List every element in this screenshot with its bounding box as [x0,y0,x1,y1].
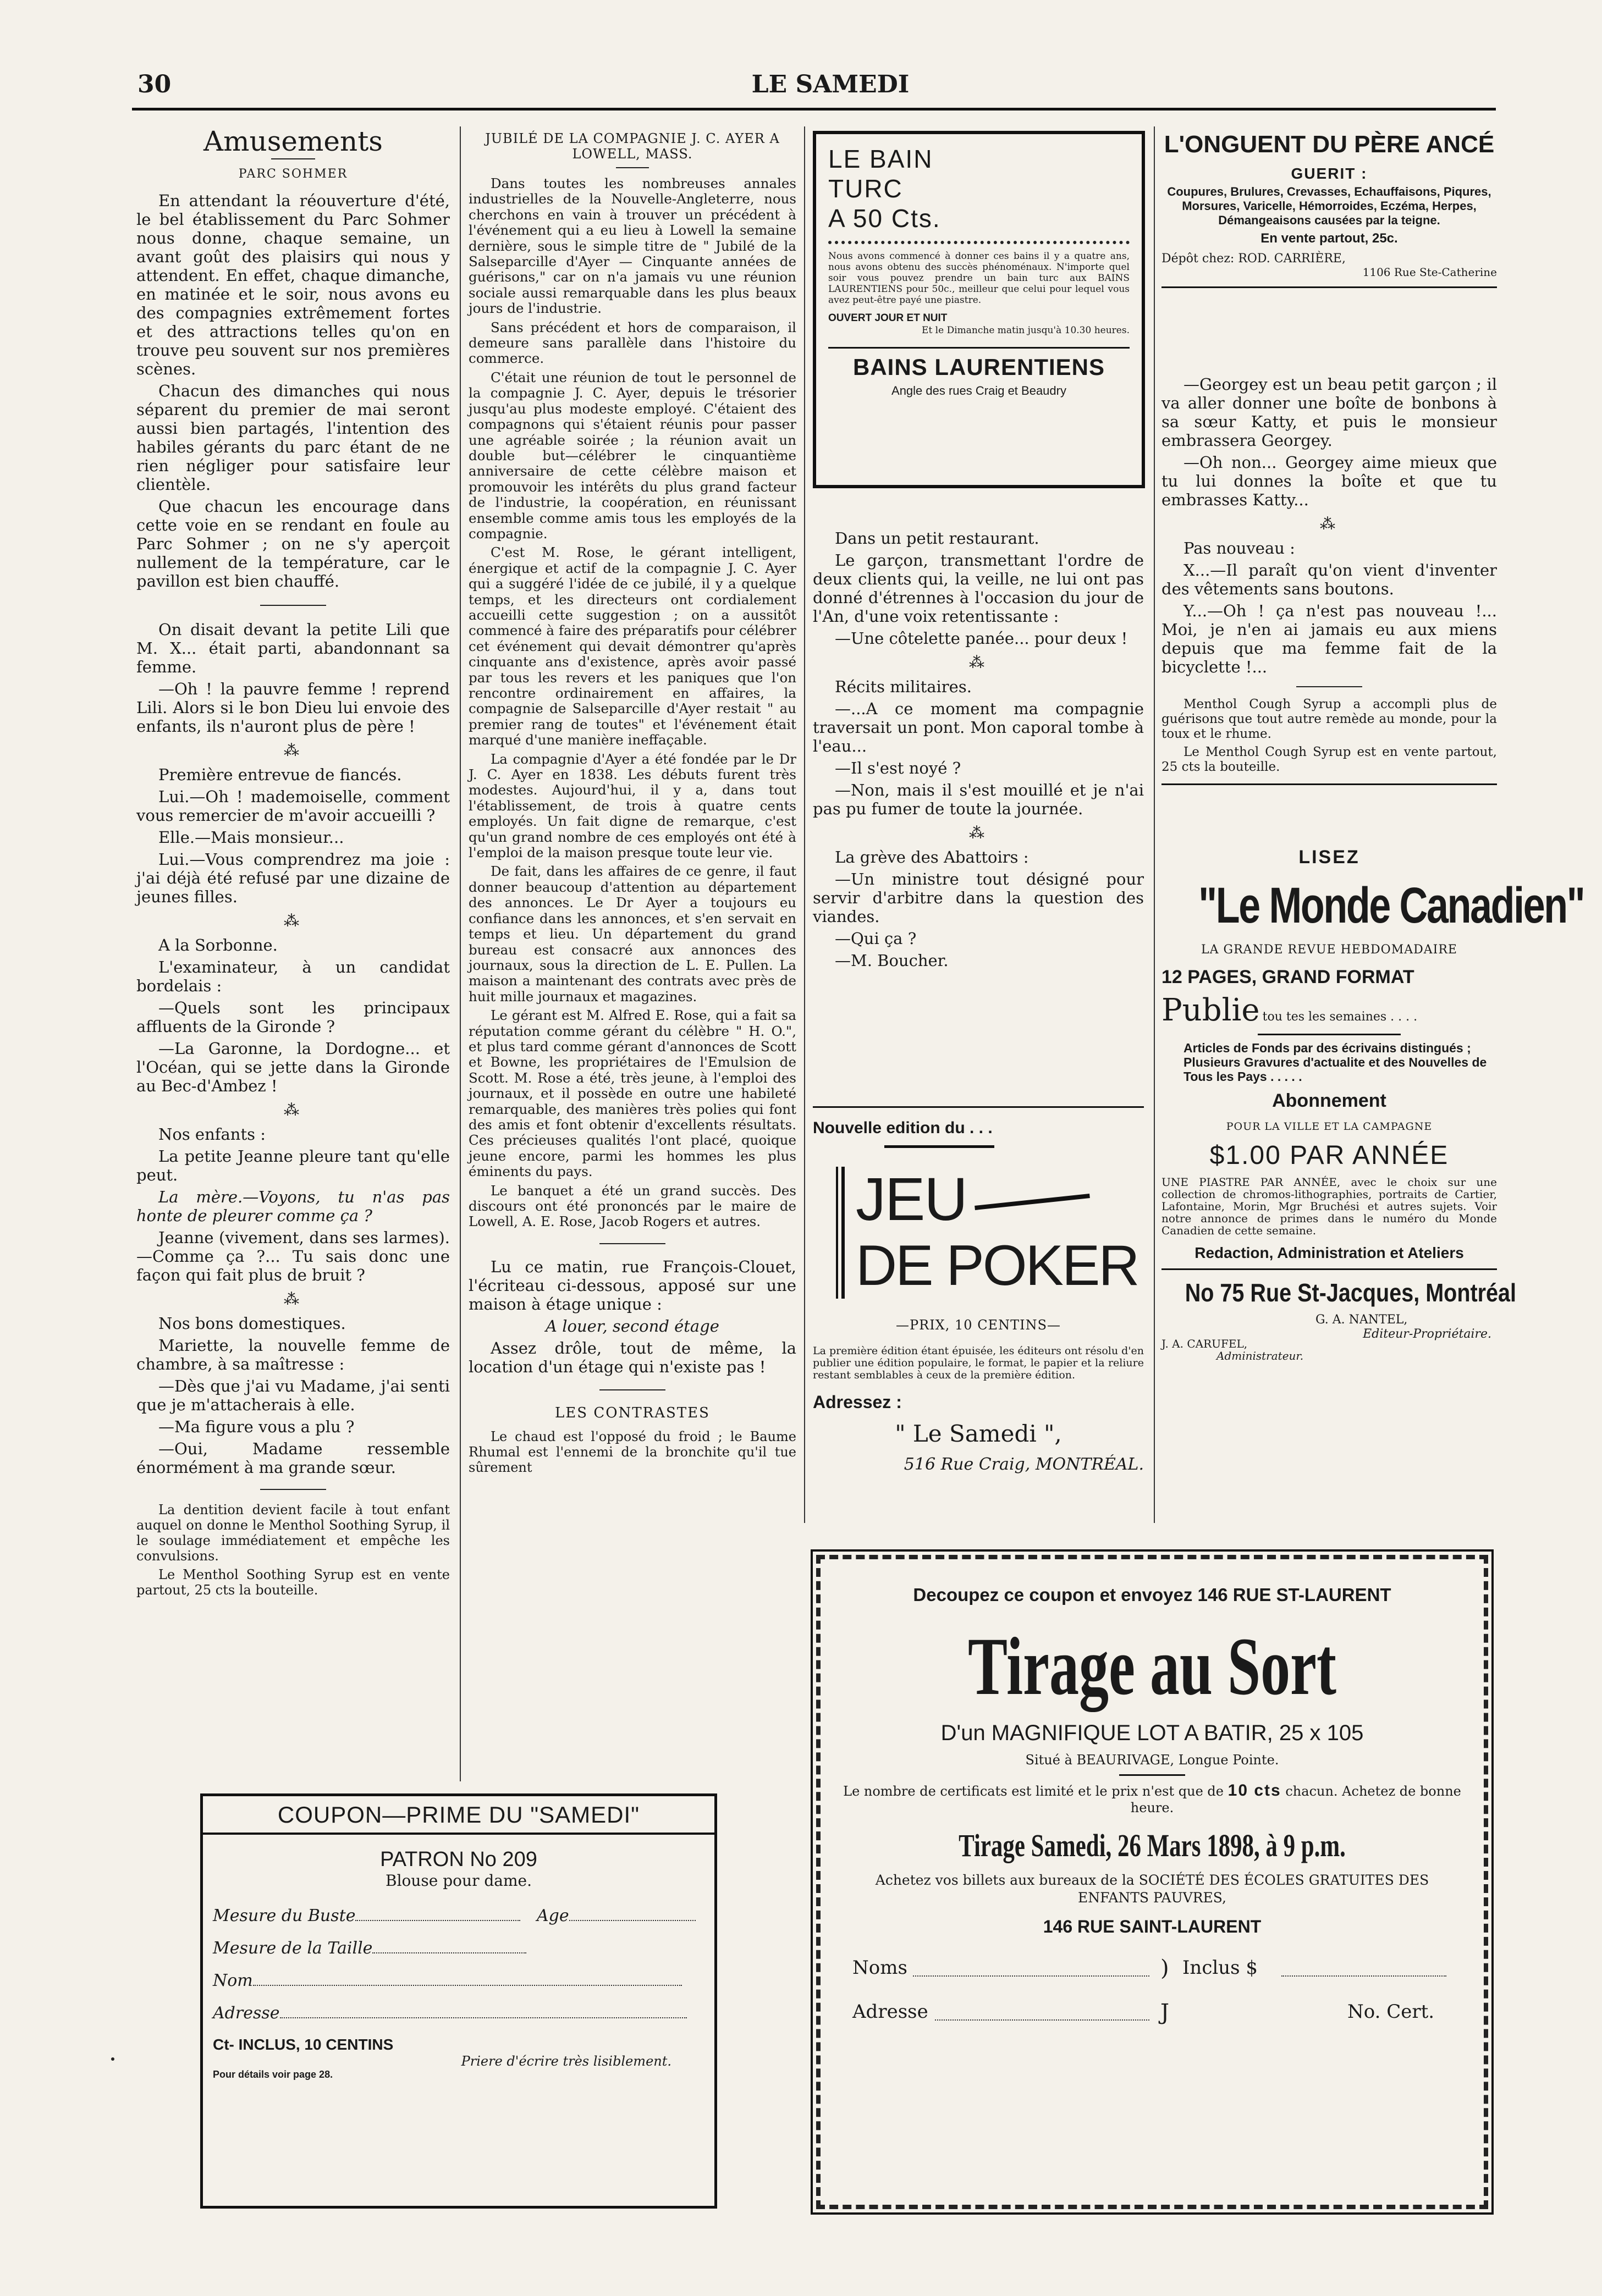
ad-depot-address: 1106 Rue Ste-Catherine [1362,266,1497,279]
coupon-rue: 146 RUE SAINT-LAURENT [1043,1917,1262,1936]
ad-nantel: G. A. NANTEL, [1315,1313,1408,1327]
paragraph: Nos bons domestiques. [158,1314,346,1333]
ad-title-line: LE BAIN [828,145,933,173]
buste-field[interactable] [355,1920,520,1921]
paragraph: Mariette, la nouvelle femme de chambre, à sa maîtresse : [136,1336,450,1373]
paragraph: Première entrevue de fiancés. [158,765,402,784]
paragraph: Le garçon, transmettant l'ordre de deux clients qui, la veille, ne lui ont pas donné d'étrennes à l'occasion du jour de l'An, d'une voix retentissante : [813,551,1144,626]
adresse-field[interactable] [280,2017,687,2018]
ad-intro: Nouvelle edition du . . . [813,1119,993,1137]
ad-subtitle: LA GRANDE REVUE HEBDOMADAIRE [1201,943,1457,957]
advertisement-text: Le Menthol Cough Syrup est en vente partout, 25 cts la bouteille. [1161,745,1497,774]
field-label: Inclus $ [1182,1957,1258,1979]
paragraph: —Non, mais il s'est mouillé et je n'ai pas pu fumer de toute la journée. [813,781,1144,818]
paragraph: —Quels sont les principaux affluents de la Gironde ? [136,998,450,1036]
paragraph: On disait devant la petite Lili que M. X... était parti, abandonnant sa femme. [136,620,450,676]
column-georgey [1161,375,1497,785]
ad-abonnement: Abonnement [1272,1090,1386,1111]
paragraph: La mère.—Voyons, tu n'as pas honte de pleurer comme ça ? [136,1188,450,1225]
coupon-lot: D'un MAGNIFIQUE LOT A BATIR, 25 x 105 [940,1721,1364,1745]
paragraph: —Qui ça ? [835,929,917,948]
paragraph: —La Garonne, la Dordogne... et l'Océan, qui se jette dans la Gironde au Bec-d'Ambez ! [136,1039,450,1095]
column-amusements [136,125,450,1601]
paragraph: Nos enfants : [158,1125,266,1144]
taille-field[interactable] [372,1952,526,1953]
ad-title-line: DE POKER [856,1234,1138,1298]
asterism: ⁂ [969,653,988,671]
paragraph: Le chaud est l'opposé du froid ; le Baume Rhumal est l'ennemi de la bronchite qu'il tue sûrement [469,1428,796,1475]
nom-field[interactable] [253,1985,682,1986]
section-heading: Amusements [203,125,383,157]
ad-lisez: LISEZ [1298,847,1360,868]
monde-canadien-ad [1161,847,1584,1362]
paragraph: Récits militaires. [835,677,972,696]
paragraph: Le gérant est M. Alfred E. Rose, qui a fait sa réputation comme gérant du célèbre " H. O.", et plus tard comme gérant d'annonces de Scott et Bowne, les propriétaires de l'Emulsion de Scott. M. Rose a été, très jeune, à l'emploi des journaux, et il possède en outre une habileté remarquable, des manières très polies qui font des amis et font obtenir d'excellents résultats. Ces précieuses qualités l'ont placé, quoique jeune encore, parmi les hommes les plus éminents du pays. [469,1007,796,1180]
paragraph: —Oh non... Georgey aime mieux que tu lui donnes la boîte et que tu embrasses Katty... [1161,453,1497,509]
paragraph: X...—Il paraît qu'on vient d'inventer des vêtements sans boutons. [1161,561,1497,598]
tirage-coupon: Decoupez ce coupon et envoyez 146 RUE ST-LAURENT Tirage au Sort D'un MAGNIFIQUE LOT A BATIR, 25 x 105 Situé à BEAURIVAGE, Longue Pointe. Le nombre de certificats est limité et le prix n'est que de 10 cts chacun. Achetez de bonne heure. Tirage Samedi, 26 Mars 1898, à 9 p.m. Achetez vos billets aux bureaux de la SOCIÉTÉ DES ÉCOLES GRATUITES DES ENFANTS PAUVRES, 146 RUE SAINT-LAURENT Noms ) Inclus $ Adresse J No. Cert. [811,1549,1494,2215]
asterism: ⁂ [284,1101,302,1119]
page-title: LE SAMEDI [751,70,910,98]
coupon-date: Tirage Samedi, 26 Mars 1898, à 9 p.m. [959,1828,1346,1863]
page-number: 30 [137,70,172,98]
ad-price: —PRIX, 10 CENTINS— [895,1317,1061,1333]
field-label: No. Cert. [1347,2001,1435,2023]
bain-turc-ad [813,131,1145,488]
field-label: Mesure du Buste [213,1906,356,1925]
coupon-inclus: Ct- INCLUS, 10 CENTINS [213,2036,394,2053]
asterism: ⁂ [284,741,302,759]
noms-field[interactable] [913,1975,1149,1977]
paragraph: La grève des Abattoirs : [835,848,1029,866]
ad-price: En vente partout, 25c. [1260,231,1398,246]
field-label: Adresse [213,2004,280,2023]
paragraph: Lui.—Vous comprendrez ma joie : j'ai déjà été refusé par une dizaine de jeunes filles. [136,850,450,906]
paragraph: Pas nouveau : [1183,539,1295,558]
paragraph: La compagnie d'Ayer a été fondée par le Dr J. C. Ayer en 1838. Les débuts furent très modestes. Aujourd'hui, il y a, dans tout l'établissement, de trois à quatre cents employés. Un fait digne de remarque, c'est qu'un grand nombre de ces employés ont été à l'emploi de la maison presque toute leur vie. [469,750,796,861]
paragraph: —M. Boucher. [835,951,949,970]
ad-list: Coupures, Brulures, Crevasses, Echauffaisons, Piqures, Morsures, Varicelle, Hémorroides, Eczéma, Herpes, Démangeaisons causées par la teigne. [1167,185,1491,227]
ad-prix: $1.00 PAR ANNÉE [1209,1141,1449,1170]
ad-name: BAINS LAURENTIENS [852,354,1105,380]
ad-publie-small: tou tes les semaines . . . . [1262,1010,1418,1024]
ink-dot [111,2057,114,2061]
paragraph: Elle.—Mais monsieur... [158,828,344,847]
ad-title-line: JEU [856,1166,967,1233]
ad-carufel: J. A. CARUFEL, [1161,1337,1248,1350]
coupon-subtitle: Blouse pour dame. [386,1872,532,1890]
paragraph: Jeanne (vivement, dans ses larmes). —Comme ça ?... Tu sais donc une façon qui fait plus de bruit ? [136,1228,450,1284]
advertisement-text: Menthol Cough Syrup a accompli plus de guérisons que tout autre remède au monde, pour la toux et le rhume. [1161,697,1497,741]
paragraph: Que chacun les encourage dans cette voie en se rendant en foule au Parc Sohmer ; on ne s'y aperçoit nullement de la température, car le pavillon est bien chauffé. [136,497,450,590]
asterism: ⁂ [284,912,302,930]
paragraph: —Georgey est un beau petit garçon ; il va aller donner une boîte de bonbons à sa sœur Katty, et puis le monsieur embrassera Georgey. [1161,375,1497,450]
paragraph: Y...—Oh ! ça n'est pas nouveau !... Moi, je n'en ai jamais eu aux miens depuis que ma femme fait de la bicyclette !... [1161,601,1497,676]
paragraph: —...A ce moment ma compagnie traversait un pont. Mon caporal tombe à l'eau... [813,699,1144,755]
coupon-instruction: Decoupez ce coupon et envoyez 146 RUE ST-LAURENT [913,1585,1391,1605]
field-label: Age [537,1906,569,1925]
coupon-title: COUPON—PRIME DU "SAMEDI" [203,1802,714,1835]
ad-adresse: No 75 Rue St-Jacques, Montréal [1185,1278,1517,1307]
paragraph: De fait, dans les affaires de ce genre, il faut donner beaucoup d'attention au département des annonces. Le Dr Ayer a toujours eu confiance dans les annonces, et s'en servait en temps et lieu. Un département du grand bureau est consacré aux annonces des journaux, sous la direction de L. E. Pullen. La maison a maintenant des contrats avec près de huit mille journaux et magazines. [469,863,796,1004]
paragraph: Dans toutes les nombreuses annales industrielles de la Nouvelle-Angleterre, nous cherchons en vain à trouver un précédent à l'événement qui a eu lieu à Lowell la semaine dernière, sous le simple titre de " Jubilé de la Salseparcille d'Ayer — Cinquante années de guérisons," car on n'a jamais vu une réunion sociale aussi remarquable dans les plus beaux jours de l'industrie. [469,175,796,317]
article-heading: JUBILÉ DE LA COMPAGNIE J. C. AYER A LOWELL, MASS. [485,131,780,162]
paragraph: C'est M. Rose, le gérant intelligent, énergique et actif de la compagnie J. C. Ayer qui a suggéré l'idée de ce jubilé, il y a quelque temps, et les directeurs ont cordialement accueilli cette suggestion ; on a aussitôt commencé à faire des préparatifs pour célébrer cet événement qui devait démontrer qu'après cinquante ans d'existence, après avoir passé par tous les revers et les paniques que l'on rencontre ordinairement en affaires, la compagnie de Salseparcille d'Ayer restait " au premier rang de toutes" et l'événement était marqué d'une manière ineffaçable. [469,544,796,748]
coupon-situe: Situé à BEAURIVAGE, Longue Pointe. [1025,1752,1279,1768]
ad-title: L'ONGUENT DU PÈRE ANCÉ [1164,131,1495,158]
advertisement-text: Le Menthol Soothing Syrup est en vente partout, 25 cts la bouteille. [136,1567,450,1598]
column-jubile [469,128,796,1478]
ad-address: Angle des rues Craig et Beaudry [891,384,1066,398]
paragraph: —Une côtelette panée... pour deux ! [835,629,1128,648]
coupon-nombre: Le nombre de certificats est limité et le prix n'est que de [843,1784,1224,1799]
ad-title: "Le Monde Canadien" [1198,877,1584,934]
paragraph: C'était une réunion de tout le personnel de la compagnie J. C. Ayer, depuis le trésorier jusqu'au plus modeste employé. C'étaient des compagnons qui s'étaient réunis pour passer une agréable soirée ; la réunion avait un double but—célébrer le cinquantième anniversaire de cette célèbre maison et promouvoir les intérêts du plus grand facteur de l'industrie, la coopération, en réunissant ensemble comme amis tous les employés de la compagnie. [469,369,796,542]
ad-admin: Administrateur. [1216,1349,1304,1362]
column-rule [460,126,461,1781]
coupon-price: 10 cts [1227,1781,1281,1800]
field-label: Noms [852,1957,907,1979]
sign-text: A louer, second étage [546,1316,719,1335]
ad-body: La première édition étant épuisée, les éditeurs ont résolu d'en publier une édition populaire, le format, le papier et la reliure restant semblables à ceux de la première édition. [813,1345,1144,1381]
field-label: Mesure de la Taille [213,1939,373,1958]
paragraph: Chacun des dimanches qui nous séparent du premier de mai seront aussi bien partagés, l'intention des habiles gérants du parc étant de ne rien négliger pour satisfaire leur clientèle. [136,382,450,494]
coupon-priere: Priere d'écrire très lisiblement. [461,2054,671,2069]
field-label: Nom [213,1971,253,1990]
ad-piastre: UNE PIASTRE PAR ANNÉE, avec le choix sur une collection de chromos-lithographies, portraits de Cartier, Lafontaine, Morin, Mgr Bruchési et autres sujets. Voir notre annonce de primes dans le numéro du Monde Canadien de cette semaine. [1161,1175,1497,1237]
paragraph: L'examinateur, à un candidat bordelais : [136,958,450,995]
paragraph: Sans précédent et hors de comparaison, il demeure sans parallèle dans l'histoire du commerce. [469,319,796,367]
section-subheading: PARC SOHMER [238,167,348,181]
ad-title-line: A 50 Cts. [828,204,941,233]
section-heading: LES CONTRASTES [555,1404,710,1421]
field-label: Adresse [852,2001,928,2023]
paragraph: A la Sorbonne. [158,936,278,954]
ad-pages: 12 PAGES, GRAND FORMAT [1161,967,1414,987]
paragraph: —Un ministre tout désigné pour servir d'arbitre dans la question des viandes. [813,870,1144,926]
column-rule [1154,126,1155,1523]
ad-ville: POUR LA VILLE ET LA CAMPAGNE [1226,1121,1433,1133]
ad-hours-title: OUVERT JOUR ET NUIT [828,312,948,324]
ad-redaction: Redaction, Administration et Ateliers [1194,1244,1464,1261]
paragraph: La petite Jeanne pleure tant qu'elle peut. [136,1147,450,1184]
age-field[interactable] [569,1920,696,1921]
column-rule [804,126,805,1523]
advertisement-text: La dentition devient facile à tout enfant auquel on donne le Menthol Soothing Syrup, il le soulage immédiatement et empêche les convulsions. [136,1502,450,1564]
onguent-ad [1161,131,1497,288]
paragraph: —Dès que j'ai vu Madame, j'ai senti que je m'attacherais à elle. [136,1377,450,1414]
ad-articles: Articles de Fonds par des écrivains distingués ; Plusieurs Gravures d'actualite et des Nouvelles de Tous les Pays . . . . . [1183,1041,1487,1084]
paragraph: Le banquet a été un grand succès. Des discours ont été prononcés par le maire de Lowell, A. E. Rose, Jacob Rogers et autres. [469,1182,796,1230]
paragraph: —Oui, Madame ressemble énormément à ma grande sœur. [136,1439,450,1477]
coupon-nombre: chacun. Achetez de bonne heure. [1130,1784,1461,1815]
coupon-achetez: Achetez vos billets aux bureaux de la SOCIÉTÉ DES ÉCOLES GRATUITES DES ENFANTS PAUVRES, [875,1872,1429,1906]
paragraph: Lu ce matin, rue François-Clouet, l'écriteau ci-dessous, apposé sur une maison à étage unique : [469,1257,796,1313]
ad-address-label: Adressez : [813,1392,902,1412]
ad-publie: Publie [1161,992,1260,1028]
ad-address-street: 516 Rue Craig, MONTRÉAL. [904,1455,1144,1474]
paragraph: —Ma figure vous a plu ? [158,1417,355,1436]
ad-depot: Dépôt chez: ROD. CARRIÈRE, [1161,252,1346,266]
paragraph: —Oh ! la pauvre femme ! reprend Lili. Alors si le bon Dieu lui envoie des enfants, ils n'auront plus de père ! [136,680,450,736]
column-anecdotes [813,529,1144,973]
paragraph: Dans un petit restaurant. [835,529,1039,548]
coupon-prime [200,1793,717,2209]
inclus-field[interactable] [1281,1975,1446,1977]
coupon-patron: PATRON No 209 [380,1848,537,1871]
ad-hours: Et le Dimanche matin jusqu'à 10.30 heures. [922,325,1130,336]
poker-ad [813,1106,1144,1524]
coupon-details: Pour détails voir page 28. [213,2069,333,2080]
paragraph: Assez drôle, tout de même, la location d'un étage qui n'existe pas ! [469,1338,796,1376]
ad-editeur: Editeur-Propriétaire. [1363,1327,1491,1341]
paragraph: Lui.—Oh ! mademoiselle, comment vous remercier de m'avoir accueilli ? [136,787,450,825]
ad-title-line: TURC [828,174,903,203]
paragraph: En attendant la réouverture d'été, le bel établissement du Parc Sohmer nous donne, chaque semaine, un avant goût des plaisirs qui nous y attendent. En effet, chaque dimanche, en matinée et le soir, nous avons eu des compagnies extrêmement fortes et des attractions telles qu'on en trouve peu souvent sur nos premières scènes. [136,191,450,378]
adresse-field[interactable] [935,2019,1149,2021]
paragraph: —Il s'est noyé ? [835,759,961,777]
asterism: ⁂ [1320,515,1339,533]
header-rule [132,108,1496,111]
ad-body: Nous avons commencé à donner ces bains il y a quatre ans, nous avons obtenu des succès phénoménaux. N'importe quel soir vous pouvez prendre un bain turc aux BAINS LAURENTIENS pour 50c., meilleur que celui pour lequel vous avez peut-être payé une piastre. [828,251,1130,306]
coupon-title: Tirage au Sort [967,1621,1336,1712]
asterism: ⁂ [284,1290,302,1308]
ad-address-name: " Le Samedi ", [895,1420,1062,1447]
asterism: ⁂ [969,824,988,842]
ad-subtitle: GUERIT : [1291,165,1368,182]
